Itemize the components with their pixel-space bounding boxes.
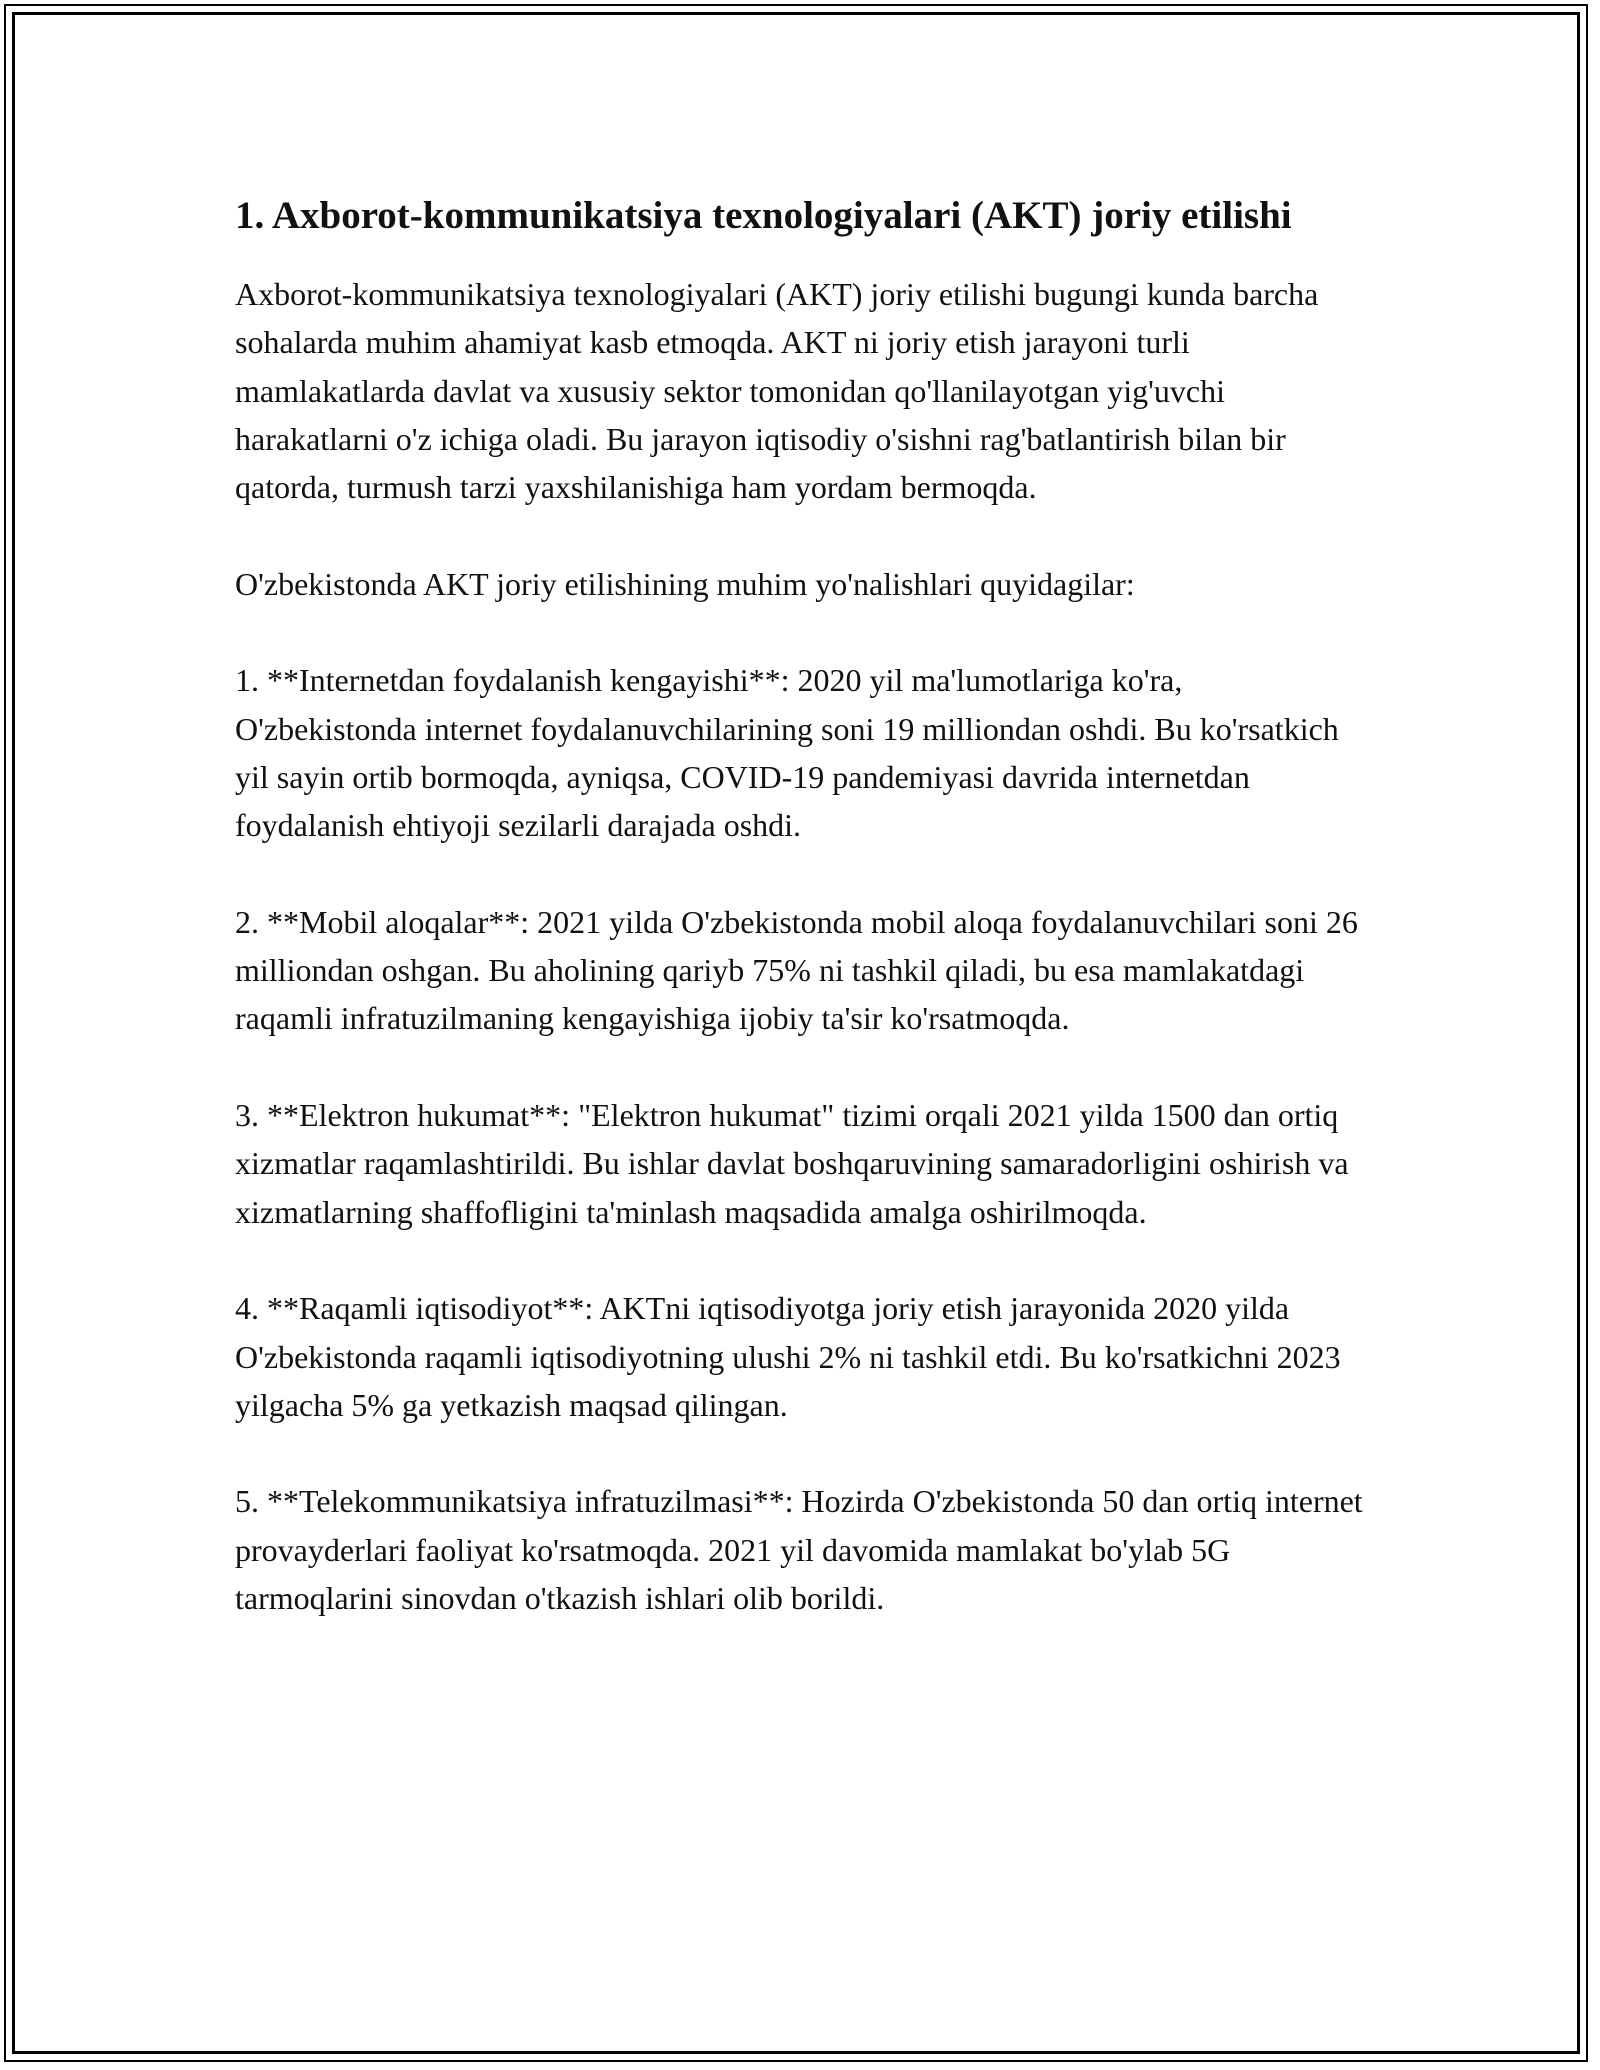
list-item-e-government: 3. **Elektron hukumat**: "Elektron hukumat" tizimi orqali 2021 yilda 1500 dan ortiq xizmatlar raqamlashtirildi. Bu ishlar davlat boshqaruvining samaradorligini oshirish va xizmatlarning shaffofligini ta'minlash maqsadida amalga oshirilmoqda. (235, 1097, 1349, 1230)
list-item-telecom-infrastructure: 5. **Telekommunikatsiya infratuzilmasi**: Hozirda O'zbekistonda 50 dan ortiq internet provayderlari faoliyat ko'rsatmoqda. 2021 yil davomida mamlakat bo'ylab 5G tarmoqlarini sinovdan o'tkazish ishlari olib borildi. (235, 1483, 1363, 1617)
document-title: 1. Axborot-kommunikatsiya texnologiyalari (AKT) joriy etilishi (235, 194, 1292, 237)
intro-paragraph: Axborot-kommunikatsiya texnologiyalari (AKT) joriy etilishi bugungi kunda barcha sohalarda muhim ahamiyat kasb etmoqda. AKT ni joriy etish jarayoni turli mamlakatlarda davlat va xususiy sektor tomonidan qo'llanilayotgan yig'uvchi harakatlarni o'z ichiga oladi. Bu jarayon iqtisodiy o'sishni rag'batlantirish bilan bir qatorda, turmush tarzi yaxshilanishiga ham yordam bermoqda. (235, 276, 1319, 506)
list-item-digital-economy: 4. **Raqamli iqtisodiyot**: AKTni iqtisodiyotga joriy etish jarayonida 2020 yilda O'zbekistonda raqamli iqtisodiyotning ulushi 2% ni tashkil etdi. Bu ko'rsatkichni 2023 yilgacha 5% ga yetkazish maqsad qilingan. (235, 1290, 1341, 1423)
document-page (235, 188, 1365, 1622)
list-item-mobile: 2. **Mobil aloqalar**: 2021 yilda O'zbekistonda mobil aloqa foydalanuvchilari soni 26 milliondan oshgan. Bu aholining qariyb 75% ni tashkil qiladi, bu esa mamlakatdagi raqamli infratuzilmaning kengayishiga ijobiy ta'sir ko'rsatmoqda. (235, 903, 1358, 1037)
list-intro-paragraph: O'zbekistonda AKT joriy etilishining muhim yo'nalishlari quyidagilar: (235, 565, 1135, 602)
list-item-internet: 1. **Internetdan foydalanish kengayishi**: 2020 yil ma'lumotlariga ko'ra, O'zbekistonda internet foydalanuvchilarining soni 19 milliondan oshdi. Bu ko'rsatkich yil sayin ortib bormoqda, ayniqsa, COVID-19 pandemiyasi davrida internetdan foydalanish ehtiyoji sezilarli darajada oshdi. (235, 662, 1339, 844)
